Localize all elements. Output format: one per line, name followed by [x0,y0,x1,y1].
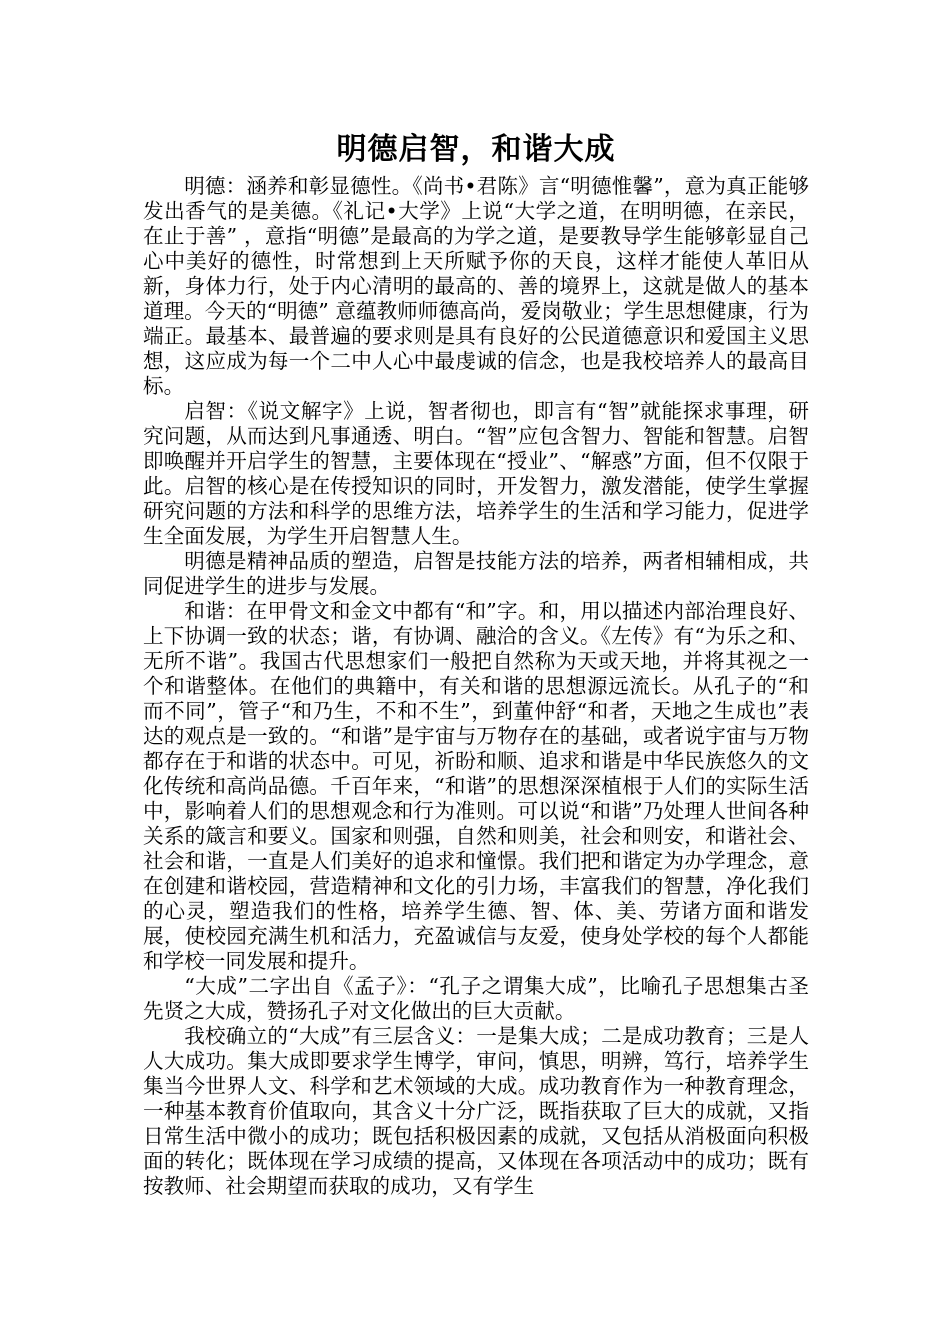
paragraph-dacheng-origin: “大成”二字出自《孟子》：“孔子之谓集大成”，比喻孔子思想集古圣先贤之大成，赞扬孔子对文化做出的巨大贡献。 [143,974,809,1023]
paragraph-mingde-qizhi-summary: 明德是精神品质的塑造，启智是技能方法的培养，两者相辅相成，共同促进学生的进步与发展。 [143,549,809,598]
paragraph-mingde: 明德：涵养和彰显德性。《尚书•君陈》言“明德惟馨”，意为真正能够发出香气的是美德。《礼记•大学》上说“大学之道，在明明德，在亲民，在止于善” ，意指“明德”是最高的为学之道，是要教导学生能够彰显自己心中美好的德性，时常想到上天所赋予你的天良，这样才能使人革旧从新，身体力行，处于内心清明的最高的、善的境界上，这就是做人的基本道理。今天的“明德” 意蕴教师师德高尚，爱岗敬业；学生思想健康，行为端正。最基本、最普遍的要求则是具有良好的公民道德意识和爱国主义思想，这应成为每一个二中人心中最虔诚的信念，也是我校培养人的最高目标。 [143,174,810,398]
paragraph-qizhi: 启智：《说文解字》上说，智者彻也，即言有“智”就能探求事理，研究问题，从而达到凡事通透、明白。“智”应包含智力、智能和智慧。启智即唤醒并开启学生的智慧，主要体现在“授业”、“解惑”方面，但不仅限于此。启智的核心是在传授知识的同时，开发智力，激发潜能，使学生掌握研究问题的方法和科学的思维方法，培养学生的生活和学习能力，促进学生全面发展，为学生开启智慧人生。 [143,399,809,548]
paragraph-hexie: 和谐：在甲骨文和金文中都有“和”字。和，用以描述内部治理良好、上下协调一致的状态；谐，有协调、融洽的含义。《左传》有“为乐之和、无所不谐”。我国古代思想家们一般把自然称为天或天地，并将其视之一个和谐整体。在他们的典籍中，有关和谐的思想源远流长。从孔子的“和而不同”，管子“和乃生，不和不生”，到董仲舒“和者，天地之生成也”表达的观点是一致的。“和谐”是宇宙与万物存在的基础，或者说宇宙与万物都存在于和谐的状态中。可见，祈盼和顺、追求和谐是中华民族悠久的文化传统和高尚品德。千百年来，“和谐”的思想深深植根于人们的实际生活中，影响着人们的思想观念和行为准则。可以说“和谐”乃处理人世间各种关系的箴言和要义。国家和则强，自然和则美，社会和则安，和谐社会、社会和谐，一直是人们美好的追求和憧憬。我们把和谐定为办学理念，意在创建和谐校园，营造精神和文化的引力场，丰富我们的智慧，净化我们的心灵，塑造我们的性格，培养学生德、智、体、美、劳诸方面和谐发展，使校园充满生机和活力，充盈诚信与友爱，使身处学校的每个人都能和学校一同发展和提升。 [143,599,809,973]
paragraph-dacheng-meaning: 我校确立的“大成”有三层含义：一是集大成；二是成功教育；三是人人大成功。集大成即要求学生博学，审问，慎思，明辨，笃行，培养学生集当今世界人文、科学和艺术领域的大成。成功教育作为一种教育理念，一种基本教育价值取向，其含义十分广泛，既指获取了巨大的成就，又指日常生活中微小的成功；既包括积极因素的成就，又包括从消极面向积极面的转化；既体现在学习成绩的提高，又体现在各项活动中的成功；既有按教师、社会期望而获取的成功，又有学生 [143,1024,809,1198]
document-page [143,128,809,1199]
document-title: 明德启智，和谐大成 [336,132,616,167]
